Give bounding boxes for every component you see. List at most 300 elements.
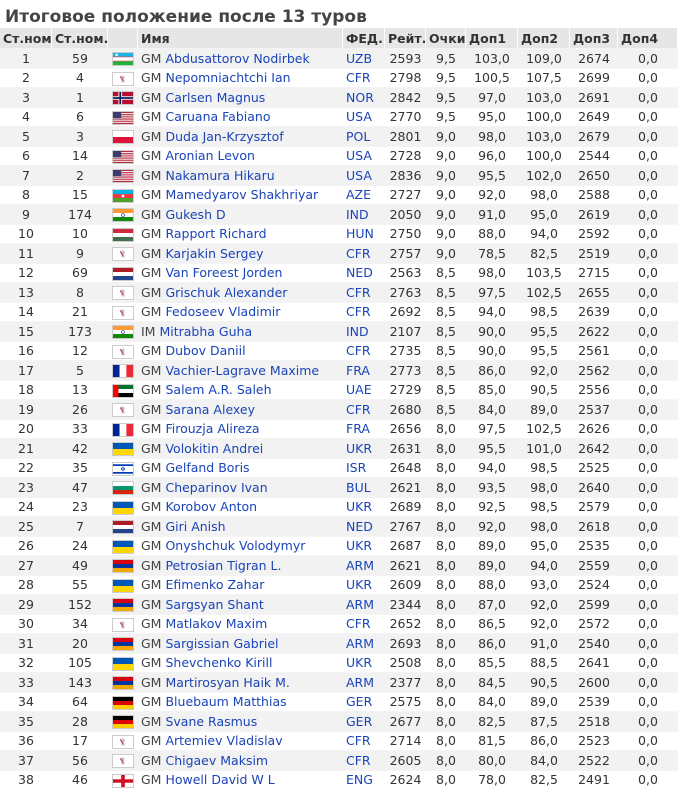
federation-link[interactable]: HUN <box>346 226 374 241</box>
cell-tb2: 92,0 <box>518 594 570 614</box>
cell-points: 8,0 <box>426 477 466 497</box>
cell-tb4: 0,0 <box>618 575 678 595</box>
player-title: GM <box>141 460 161 475</box>
federation-link[interactable]: USA <box>346 168 372 183</box>
cell-rating: 2767 <box>385 516 426 536</box>
col-header-rating[interactable]: Рейт. <box>385 28 426 48</box>
flag-fid-icon <box>112 754 134 768</box>
cell-player <box>138 750 343 770</box>
player-name-link[interactable]: Bluebaum Matthias <box>165 694 286 709</box>
player-title: GM <box>141 363 161 378</box>
cell-tb1: 84,0 <box>466 399 518 419</box>
cell-federation <box>343 750 385 770</box>
federation-link[interactable]: UKR <box>346 655 372 670</box>
cell-points: 9,0 <box>426 204 466 224</box>
flag-arm-icon <box>112 676 134 690</box>
player-title: GM <box>141 226 161 241</box>
cell-rating: 2750 <box>385 224 426 244</box>
table-row <box>0 497 678 517</box>
cell-federation <box>343 672 385 692</box>
cell-player <box>138 243 343 263</box>
player-name-link[interactable]: Sargissian Gabriel <box>165 636 278 651</box>
federation-link[interactable]: ARM <box>346 636 374 651</box>
cell-tb3: 2679 <box>570 126 618 146</box>
player-title: GM <box>141 577 161 592</box>
cell-rank: 1 <box>0 48 52 68</box>
federation-link[interactable]: ENG <box>346 772 373 787</box>
cell-flag <box>108 750 138 770</box>
player-name-link[interactable]: Nakamura Hikaru <box>165 168 274 183</box>
cell-federation <box>343 770 385 789</box>
table-row <box>0 282 678 302</box>
table-row <box>0 224 678 244</box>
cell-rank: 20 <box>0 419 52 439</box>
federation-link[interactable]: FRA <box>346 421 370 436</box>
cell-start-number: 35 <box>52 458 108 478</box>
player-name-link[interactable]: Martirosyan Haik M. <box>165 675 289 690</box>
cell-rating: 2689 <box>385 497 426 517</box>
cell-tb2: 102,5 <box>518 419 570 439</box>
cell-tb2: 100,0 <box>518 107 570 127</box>
player-title: GM <box>141 207 161 222</box>
cell-tb2: 98,0 <box>518 477 570 497</box>
federation-link[interactable]: UKR <box>346 538 372 553</box>
player-name-link[interactable]: Giri Anish <box>165 519 225 534</box>
cell-federation <box>343 516 385 536</box>
player-name-link[interactable]: Salem A.R. Saleh <box>165 382 271 397</box>
player-name-link[interactable]: Carlsen Magnus <box>165 90 265 105</box>
cell-start-number: 20 <box>52 633 108 653</box>
cell-tb2: 102,5 <box>518 282 570 302</box>
cell-start-number: 174 <box>52 204 108 224</box>
cell-points: 9,5 <box>426 68 466 88</box>
player-title: GM <box>141 168 161 183</box>
federation-link[interactable]: UKR <box>346 577 372 592</box>
player-title: GM <box>141 733 161 748</box>
cell-points: 8,0 <box>426 750 466 770</box>
federation-link[interactable]: UKR <box>346 441 372 456</box>
cell-rank: 14 <box>0 302 52 322</box>
player-name-link[interactable]: Firouzja Alireza <box>165 421 259 436</box>
cell-tb1: 88,0 <box>466 575 518 595</box>
cell-start-number: 17 <box>52 731 108 751</box>
cell-tb2: 93,0 <box>518 575 570 595</box>
cell-rank: 4 <box>0 107 52 127</box>
player-name-link[interactable]: Petrosian Tigran L. <box>165 558 281 573</box>
federation-link[interactable]: CFR <box>346 402 371 417</box>
player-name-link[interactable]: Van Foreest Jorden <box>165 265 282 280</box>
cell-tb1: 87,0 <box>466 594 518 614</box>
federation-link[interactable]: BUL <box>346 480 371 495</box>
cell-start-number: 46 <box>52 770 108 789</box>
cell-tb1: 103,0 <box>466 48 518 68</box>
cell-tb3: 2522 <box>570 750 618 770</box>
cell-start-number: 47 <box>52 477 108 497</box>
federation-link[interactable]: CFR <box>346 343 371 358</box>
player-name-link[interactable]: Korobov Anton <box>165 499 257 514</box>
cell-rating: 2729 <box>385 380 426 400</box>
cell-tb4: 0,0 <box>618 692 678 712</box>
cell-federation <box>343 107 385 127</box>
table-row <box>0 477 678 497</box>
player-name-link[interactable]: Sarana Alexey <box>165 402 255 417</box>
player-name-link[interactable]: Svane Rasmus <box>165 714 257 729</box>
cell-tb4: 0,0 <box>618 497 678 517</box>
federation-link[interactable]: ISR <box>346 460 366 475</box>
cell-tb2: 82,5 <box>518 770 570 789</box>
cell-flag <box>108 243 138 263</box>
cell-points: 8,0 <box>426 575 466 595</box>
player-name-link[interactable]: Dubov Daniil <box>165 343 245 358</box>
cell-rank: 16 <box>0 341 52 361</box>
cell-flag <box>108 477 138 497</box>
federation-link[interactable]: CFR <box>346 304 371 319</box>
federation-link[interactable]: CFR <box>346 733 371 748</box>
flag-uae-icon <box>112 384 134 398</box>
federation-link[interactable]: POL <box>346 129 370 144</box>
cell-player <box>138 731 343 751</box>
col-header-tb1[interactable]: Доп1 <box>466 28 518 48</box>
col-header-rank[interactable]: Ст.ном <box>0 28 52 48</box>
cell-flag <box>108 536 138 556</box>
table-row <box>0 770 678 789</box>
cell-tb3: 2674 <box>570 48 618 68</box>
cell-rating: 2763 <box>385 282 426 302</box>
cell-rating: 2508 <box>385 653 426 673</box>
player-title: GM <box>141 655 161 670</box>
cell-tb2: 92,0 <box>518 614 570 634</box>
cell-tb2: 103,5 <box>518 263 570 283</box>
player-title: GM <box>141 421 161 436</box>
cell-federation <box>343 711 385 731</box>
cell-tb3: 2588 <box>570 185 618 205</box>
player-title: GM <box>141 285 161 300</box>
player-title: GM <box>141 675 161 690</box>
cell-rating: 2687 <box>385 536 426 556</box>
cell-rating: 2735 <box>385 341 426 361</box>
cell-player <box>138 204 343 224</box>
flag-ind-icon <box>112 208 134 222</box>
cell-tb2: 87,5 <box>518 711 570 731</box>
cell-federation <box>343 48 385 68</box>
cell-player <box>138 224 343 244</box>
cell-start-number: 34 <box>52 614 108 634</box>
cell-player <box>138 419 343 439</box>
col-header-tb3[interactable]: Доп3 <box>570 28 618 48</box>
cell-tb1: 80,0 <box>466 750 518 770</box>
table-row <box>0 711 678 731</box>
cell-player <box>138 458 343 478</box>
cell-tb1: 88,0 <box>466 224 518 244</box>
player-name-link[interactable]: Cheparinov Ivan <box>165 480 267 495</box>
player-title: GM <box>141 441 161 456</box>
cell-rating: 2727 <box>385 185 426 205</box>
cell-rating: 2656 <box>385 419 426 439</box>
cell-tb3: 2518 <box>570 711 618 731</box>
table-row <box>0 146 678 166</box>
cell-federation <box>343 282 385 302</box>
table-row <box>0 263 678 283</box>
federation-link[interactable]: GER <box>346 714 372 729</box>
player-title: GM <box>141 499 161 514</box>
cell-tb4: 0,0 <box>618 672 678 692</box>
player-name-link[interactable]: Mamedyarov Shakhriyar <box>165 187 318 202</box>
cell-tb2: 101,0 <box>518 438 570 458</box>
cell-tb4: 0,0 <box>618 107 678 127</box>
player-name-link[interactable]: Caruana Fabiano <box>165 109 270 124</box>
cell-tb1: 92,0 <box>466 185 518 205</box>
cell-points: 9,0 <box>426 126 466 146</box>
player-name-link[interactable]: Volokitin Andrei <box>165 441 263 456</box>
cell-tb3: 2691 <box>570 87 618 107</box>
cell-start-number: 12 <box>52 341 108 361</box>
cell-tb4: 0,0 <box>618 770 678 789</box>
player-name-link[interactable]: Shevchenko Kirill <box>165 655 272 670</box>
player-name-link[interactable]: Artemiev Vladislav <box>165 733 282 748</box>
player-name-link[interactable]: Gelfand Boris <box>165 460 249 475</box>
cell-tb2: 89,0 <box>518 692 570 712</box>
cell-points: 8,0 <box>426 555 466 575</box>
cell-tb4: 0,0 <box>618 614 678 634</box>
cell-federation <box>343 68 385 88</box>
player-name-link[interactable]: Grischuk Alexander <box>165 285 287 300</box>
col-header-points[interactable]: Очки <box>426 28 466 48</box>
cell-rank: 30 <box>0 614 52 634</box>
player-name-link[interactable]: Rapport Richard <box>165 226 266 241</box>
flag-usa-icon <box>112 111 134 125</box>
cell-rank: 18 <box>0 380 52 400</box>
player-title: GM <box>141 90 161 105</box>
federation-link[interactable]: ARM <box>346 675 374 690</box>
cell-tb4: 0,0 <box>618 321 678 341</box>
cell-tb3: 2619 <box>570 204 618 224</box>
player-name-link[interactable]: Onyshchuk Volodymyr <box>165 538 305 553</box>
federation-link[interactable]: CFR <box>346 246 371 261</box>
federation-link[interactable]: AZE <box>346 187 371 202</box>
cell-rank: 3 <box>0 87 52 107</box>
table-row <box>0 594 678 614</box>
cell-federation <box>343 575 385 595</box>
cell-tb3: 2642 <box>570 438 618 458</box>
table-row <box>0 614 678 634</box>
federation-link[interactable]: USA <box>346 109 372 124</box>
player-name-link[interactable]: Matlakov Maxim <box>165 616 267 631</box>
federation-link[interactable]: CFR <box>346 753 371 768</box>
cell-tb3: 2572 <box>570 614 618 634</box>
col-header-name[interactable]: Имя <box>138 28 343 48</box>
cell-federation <box>343 341 385 361</box>
cell-player <box>138 692 343 712</box>
cell-points: 9,5 <box>426 107 466 127</box>
cell-player <box>138 263 343 283</box>
flag-hun-icon <box>112 228 134 242</box>
cell-rank: 2 <box>0 68 52 88</box>
cell-start-number: 14 <box>52 146 108 166</box>
cell-rating: 2609 <box>385 575 426 595</box>
flag-ind-icon <box>112 325 134 339</box>
federation-link[interactable]: CFR <box>346 285 371 300</box>
cell-rating: 2107 <box>385 321 426 341</box>
federation-link[interactable]: UZB <box>346 51 372 66</box>
cell-rank: 11 <box>0 243 52 263</box>
cell-tb4: 0,0 <box>618 711 678 731</box>
player-name-link[interactable]: Nepomniachtchi Ian <box>165 70 290 85</box>
cell-tb4: 0,0 <box>618 204 678 224</box>
cell-points: 8,0 <box>426 692 466 712</box>
cell-rank: 37 <box>0 750 52 770</box>
cell-tb3: 2544 <box>570 146 618 166</box>
cell-tb1: 98,0 <box>466 126 518 146</box>
cell-rank: 21 <box>0 438 52 458</box>
table-row <box>0 653 678 673</box>
table-row <box>0 633 678 653</box>
cell-tb3: 2592 <box>570 224 618 244</box>
table-row <box>0 185 678 205</box>
flag-ned-icon <box>112 267 134 281</box>
cell-tb2: 94,0 <box>518 224 570 244</box>
federation-link[interactable]: GER <box>346 694 372 709</box>
federation-link[interactable]: CFR <box>346 616 371 631</box>
cell-tb4: 0,0 <box>618 185 678 205</box>
cell-rank: 7 <box>0 165 52 185</box>
flag-fid-icon <box>112 735 134 749</box>
federation-link[interactable]: IND <box>346 324 369 339</box>
cell-rank: 5 <box>0 126 52 146</box>
cell-tb3: 2699 <box>570 68 618 88</box>
federation-link[interactable]: FRA <box>346 363 370 378</box>
federation-link[interactable]: CFR <box>346 70 371 85</box>
cell-points: 9,0 <box>426 243 466 263</box>
federation-link[interactable]: ARM <box>346 558 374 573</box>
federation-link[interactable]: NOR <box>346 90 374 105</box>
cell-rating: 2842 <box>385 87 426 107</box>
flag-usa-icon <box>112 150 134 164</box>
flag-ned-icon <box>112 520 134 534</box>
federation-link[interactable]: UAE <box>346 382 372 397</box>
player-title: GM <box>141 246 161 261</box>
player-name-link[interactable]: Gukesh D <box>165 207 225 222</box>
cell-rank: 36 <box>0 731 52 751</box>
player-name-link[interactable]: Vachier-Lagrave Maxime <box>165 363 319 378</box>
cell-rank: 8 <box>0 185 52 205</box>
cell-federation <box>343 87 385 107</box>
player-title: GM <box>141 343 161 358</box>
player-name-link[interactable]: Mitrabha Guha <box>159 324 252 339</box>
cell-tb1: 92,5 <box>466 497 518 517</box>
cell-tb1: 96,0 <box>466 146 518 166</box>
cell-tb3: 2579 <box>570 497 618 517</box>
cell-tb2: 98,0 <box>518 185 570 205</box>
cell-points: 8,5 <box>426 282 466 302</box>
cell-rating: 2593 <box>385 48 426 68</box>
cell-points: 8,5 <box>426 399 466 419</box>
table-row <box>0 380 678 400</box>
cell-points: 8,0 <box>426 770 466 789</box>
player-name-link[interactable]: Fedoseev Vladimir <box>165 304 280 319</box>
cell-start-number: 64 <box>52 692 108 712</box>
cell-start-number: 105 <box>52 653 108 673</box>
cell-rating: 2050 <box>385 204 426 224</box>
cell-tb4: 0,0 <box>618 48 678 68</box>
cell-tb1: 90,0 <box>466 341 518 361</box>
col-header-tb4[interactable]: Доп4 <box>618 28 678 48</box>
cell-flag <box>108 185 138 205</box>
table-row <box>0 419 678 439</box>
cell-tb3: 2540 <box>570 633 618 653</box>
cell-flag <box>108 770 138 789</box>
cell-tb2: 92,0 <box>518 360 570 380</box>
cell-start-number: 23 <box>52 497 108 517</box>
cell-tb3: 2650 <box>570 165 618 185</box>
col-header-start-number[interactable]: Ст.ном. <box>52 28 108 48</box>
cell-rank: 28 <box>0 575 52 595</box>
cell-federation <box>343 302 385 322</box>
cell-flag <box>108 263 138 283</box>
cell-rating: 2770 <box>385 107 426 127</box>
federation-link[interactable]: NED <box>346 265 373 280</box>
federation-link[interactable]: NED <box>346 519 373 534</box>
cell-flag <box>108 594 138 614</box>
player-name-link[interactable]: Chigaev Maksim <box>165 753 268 768</box>
cell-tb4: 0,0 <box>618 87 678 107</box>
player-name-link[interactable]: Duda Jan-Krzysztof <box>165 129 283 144</box>
player-name-link[interactable]: Aronian Levon <box>165 148 254 163</box>
player-name-link[interactable]: Efimenko Zahar <box>165 577 264 592</box>
cell-player <box>138 536 343 556</box>
cell-start-number: 5 <box>52 360 108 380</box>
flag-fid-icon <box>112 345 134 359</box>
table-header-row <box>0 28 678 48</box>
cell-tb3: 2559 <box>570 555 618 575</box>
cell-tb1: 97,5 <box>466 419 518 439</box>
cell-tb3: 2561 <box>570 341 618 361</box>
table-row <box>0 243 678 263</box>
federation-link[interactable]: ARM <box>346 597 374 612</box>
cell-tb2: 100,0 <box>518 146 570 166</box>
flag-ger-icon <box>112 696 134 710</box>
cell-flag <box>108 282 138 302</box>
col-header-federation[interactable]: ФЕД. <box>343 28 385 48</box>
player-name-link[interactable]: Howell David W L <box>165 772 274 787</box>
table-row <box>0 165 678 185</box>
cell-flag <box>108 399 138 419</box>
cell-tb2: 91,0 <box>518 633 570 653</box>
player-name-link[interactable]: Sargsyan Shant <box>165 597 263 612</box>
cell-start-number: 143 <box>52 672 108 692</box>
cell-federation <box>343 126 385 146</box>
federation-link[interactable]: IND <box>346 207 369 222</box>
cell-start-number: 9 <box>52 243 108 263</box>
cell-tb3: 2525 <box>570 458 618 478</box>
cell-rating: 2621 <box>385 555 426 575</box>
cell-federation <box>343 224 385 244</box>
cell-player <box>138 633 343 653</box>
player-name-link[interactable]: Karjakin Sergey <box>165 246 263 261</box>
cell-player <box>138 360 343 380</box>
cell-tb1: 90,0 <box>466 321 518 341</box>
cell-federation <box>343 185 385 205</box>
table-row <box>0 204 678 224</box>
cell-points: 9,5 <box>426 48 466 68</box>
cell-rank: 38 <box>0 770 52 789</box>
cell-tb4: 0,0 <box>618 653 678 673</box>
federation-link[interactable]: UKR <box>346 499 372 514</box>
cell-rating: 2621 <box>385 477 426 497</box>
federation-link[interactable]: USA <box>346 148 372 163</box>
cell-start-number: 10 <box>52 224 108 244</box>
player-name-link[interactable]: Abdusattorov Nodirbek <box>165 51 309 66</box>
col-header-tb2[interactable]: Доп2 <box>518 28 570 48</box>
